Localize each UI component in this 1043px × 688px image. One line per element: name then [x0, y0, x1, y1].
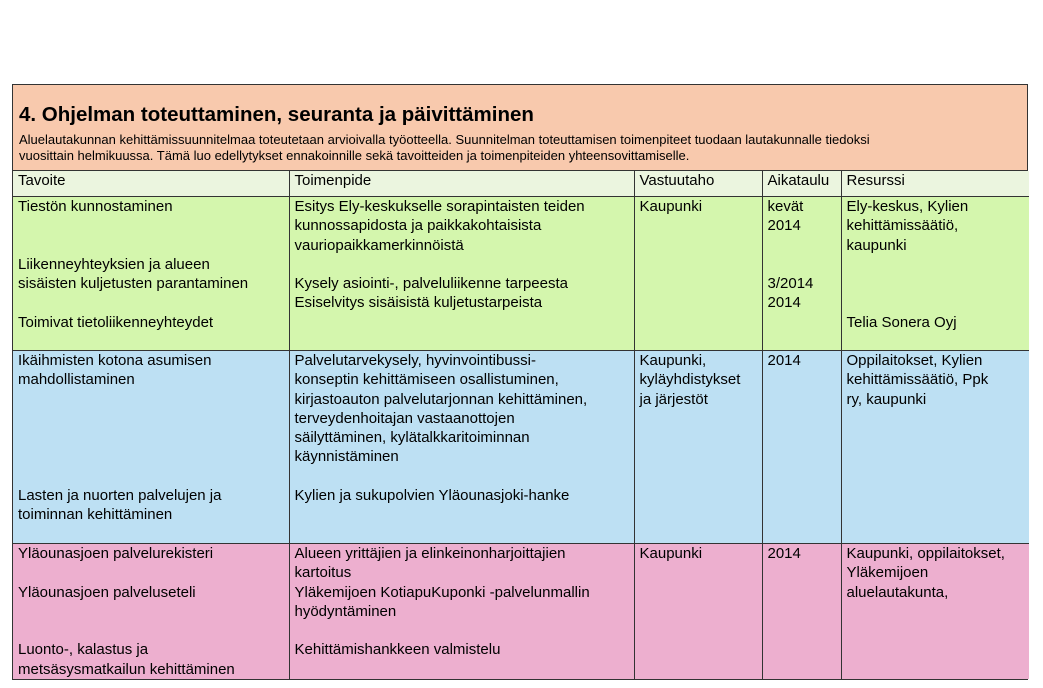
cell-vastuutaho: [634, 197, 762, 351]
intro-line: vuosittain helmikuussa. Tämä luo edellytykset ennakoinnille sekä tavoitteiden ja toimenpiteiden yhteensovittamiselle.: [19, 148, 690, 163]
cell-text: aluelautakunta,: [846, 583, 949, 601]
cell-text: Kaupunki: [639, 198, 703, 215]
cell-tavoite: [13, 197, 289, 351]
cell-text: mahdollistaminen: [18, 371, 135, 389]
cell-text: kaupunki: [846, 236, 907, 254]
header-toimenpide: Toimenpide: [289, 171, 634, 197]
cell-text: Yläkemijoen KotiapuKuponki -palvelunmallin: [294, 583, 590, 601]
cell-text: konseptin kehittämiseen osallistuminen,: [294, 371, 559, 389]
cell-tavoite: [13, 544, 289, 680]
cell-aikataulu: [762, 544, 841, 680]
header-vastuutaho: Vastuutaho: [634, 171, 762, 197]
cell-tavoite: [13, 351, 289, 544]
cell-text: Kehittämishankkeen valmistelu: [294, 641, 501, 659]
cell-toimenpide: [289, 544, 634, 680]
cell-text: ry, kaupunki: [846, 390, 927, 408]
cell-text: Ely-keskus, Kylien: [846, 198, 969, 215]
cell-text: Oppilaitokset, Kylien: [846, 352, 983, 369]
cell-text: Yläkemijoen: [846, 564, 929, 582]
cell-text: kirjastoauton palvelutarjonnan kehittäminen,: [294, 390, 588, 408]
cell-text: vauriopaikkamerkinnöistä: [294, 236, 464, 254]
cell-text: toiminnan kehittäminen: [18, 506, 173, 524]
cell-aikataulu: [762, 197, 841, 351]
implementation-table: [13, 171, 1029, 679]
cell-text: 3/2014: [767, 275, 814, 293]
cell-text: 2014: [767, 294, 801, 312]
cell-toimenpide: [289, 351, 634, 544]
cell-text: Alueen yrittäjien ja elinkeinonharjoittajien: [294, 545, 566, 562]
cell-text: sisäisten kuljetusten parantaminen: [18, 275, 249, 293]
cell-text: terveydenhoitajan vastaanottojen: [294, 409, 515, 427]
cell-text: kevät: [767, 198, 804, 215]
cell-text: Telia Sonera Oyj: [846, 313, 957, 331]
cell-text: hyödyntäminen: [294, 602, 397, 620]
table-header-row: [13, 171, 1029, 197]
header-tavoite: Tavoite: [13, 171, 289, 197]
cell-text: 2014: [767, 545, 801, 562]
cell-text: Luonto-, kalastus ja: [18, 641, 149, 659]
cell-text: kartoitus: [294, 564, 352, 582]
cell-resurssi: [841, 351, 1029, 544]
plan-section: [12, 84, 1028, 680]
header-aikataulu: Aikataulu: [762, 171, 841, 197]
cell-resurssi: [841, 544, 1029, 680]
cell-text: metsäsysmatkailun kehittäminen: [18, 660, 235, 678]
cell-text: Yläounasjoen palvelurekisteri: [18, 545, 214, 562]
cell-text: Lasten ja nuorten palvelujen ja: [18, 487, 222, 505]
cell-text: kunnossapidosta ja paikkakohtaisista: [294, 217, 542, 235]
cell-vastuutaho: [634, 351, 762, 544]
cell-text: ja järjestöt: [639, 390, 708, 408]
cell-text: Tiestön kunnostaminen: [18, 198, 173, 215]
table-row: [13, 197, 1029, 351]
table-row: [13, 351, 1029, 544]
cell-text: Ikäihmisten kotona asumisen: [18, 352, 212, 369]
header-resurssi: Resurssi: [841, 171, 1029, 197]
cell-text: Kaupunki, oppilaitokset,: [846, 545, 1005, 562]
section-header: [13, 85, 1027, 171]
cell-vastuutaho: [634, 544, 762, 680]
cell-aikataulu: [762, 351, 841, 544]
cell-text: Esiselvitys sisäisistä kuljetustarpeista: [294, 294, 543, 312]
cell-text: Kaupunki,: [639, 352, 707, 369]
cell-text: Toimivat tietoliikenneyhteydet: [18, 313, 214, 331]
cell-text: 2014: [767, 217, 801, 235]
cell-text: käynnistäminen: [294, 448, 399, 466]
cell-resurssi: [841, 197, 1029, 351]
cell-text: Kylien ja sukupolvien Yläounasjoki-hanke: [294, 487, 570, 505]
cell-toimenpide: [289, 197, 634, 351]
cell-text: Kysely asiointi-, palveluliikenne tarpeesta: [294, 275, 568, 293]
cell-text: Esitys Ely-keskukselle sorapintaisten teiden: [294, 198, 585, 215]
cell-text: Yläounasjoen palveluseteli: [18, 583, 196, 601]
intro-line: Aluelautakunnan kehittämissuunnitelmaa toteutetaan arvioivalla työotteella. Suunnitelman toteuttamisen toimenpiteet tuodaan lautakunnalle tiedoksi: [19, 132, 870, 147]
cell-text: säilyttäminen, kylätalkkaritoiminnan: [294, 429, 530, 447]
cell-text: kyläyhdistykset: [639, 371, 741, 389]
section-intro: [19, 132, 1021, 164]
cell-text: kehittämissäätiö, Ppk: [846, 371, 989, 389]
cell-text: kehittämissäätiö,: [846, 217, 959, 235]
cell-text: 2014: [767, 352, 801, 369]
cell-text: Kaupunki: [639, 545, 703, 562]
section-title: 4. Ohjelman toteuttaminen, seuranta ja päivittäminen: [19, 103, 534, 126]
cell-text: Palvelutarvekysely, hyvinvointibussi-: [294, 352, 536, 369]
table-row: [13, 544, 1029, 680]
cell-text: Liikenneyhteyksien ja alueen: [18, 255, 210, 273]
